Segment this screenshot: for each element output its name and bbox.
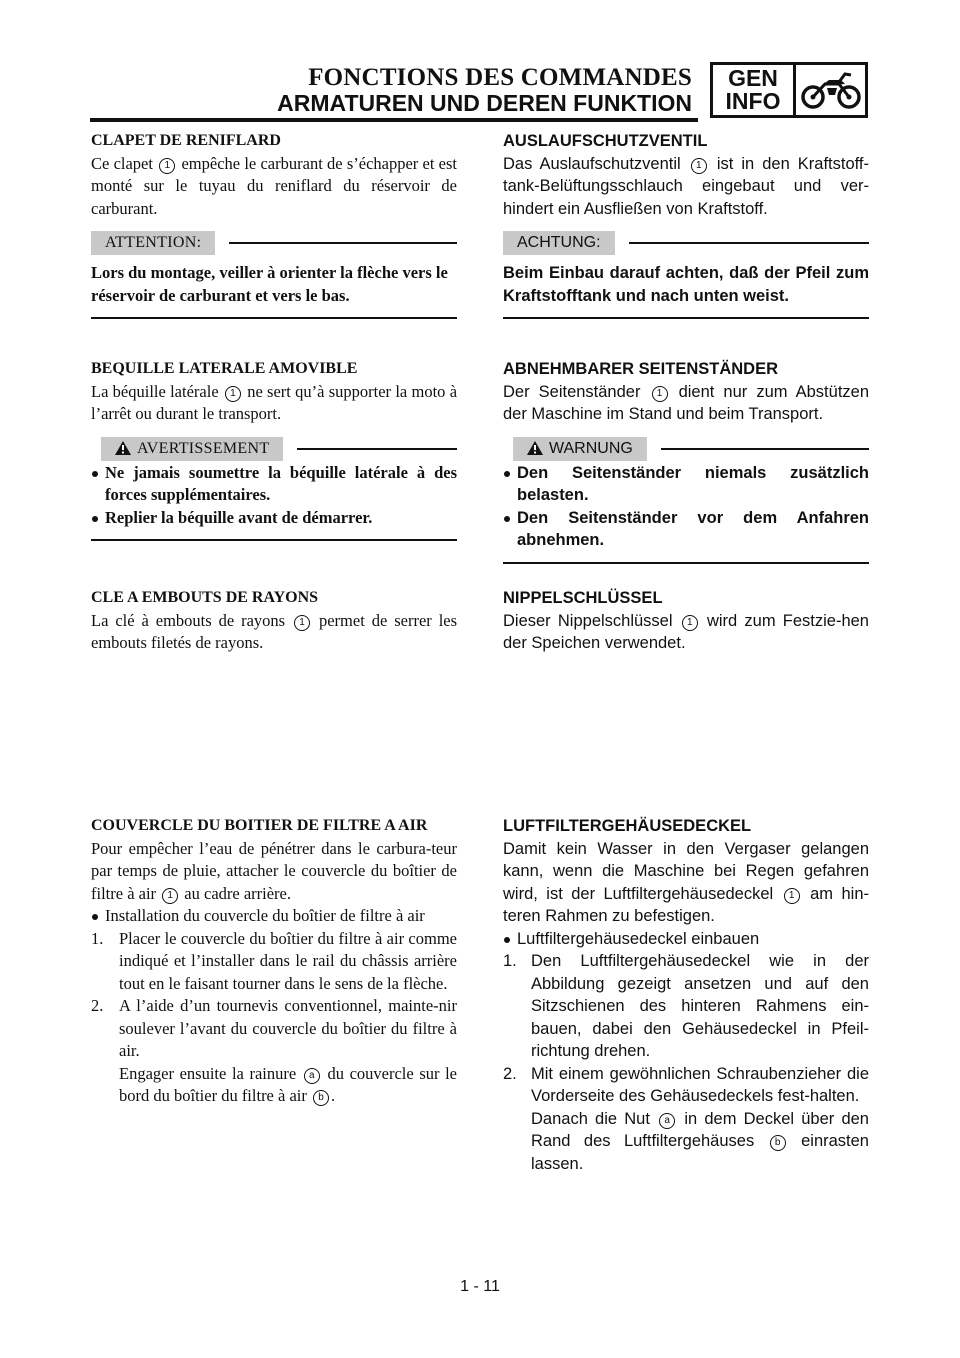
fr-attention-text: Lors du montage, veiller à orienter la flèche vers le réservoir de carburant et vers le bas. xyxy=(91,263,448,305)
fr-couvercle-title: COUVERCLE DU BOITIER DE FILTRE A AIR xyxy=(91,817,428,834)
list-item: Den Seitenständer niemals zusätzlich belasten. xyxy=(503,462,869,507)
de-luft-text: Damit kein Wasser in den Vergaser gelangen kann, wenn die Maschine bei Regen gefahren wird, ist der Luftfiltergehäusedeckel 1 am hin-teren Rahmen zu befestigen. xyxy=(503,839,870,925)
ref-callout: 1 xyxy=(691,158,707,174)
ref-callout: 1 xyxy=(162,888,178,904)
fr-warning-list xyxy=(91,462,457,530)
ref-callout: a xyxy=(659,1113,675,1129)
fr-warning-label: AVERTISSEMENT xyxy=(101,437,283,461)
step-item: 1. Den Luftfiltergehäusedeckel wie in der Abbildung gezeigt ansetzen und auf den Sitzschienen des hinteren Rahmens ein-bauen, dabei den Gehäusedeckel in Pfeil-richtung drehen. xyxy=(503,952,869,1060)
de-seiten-text: Der Seitenständer 1 dient nur zum Abstützen der Maschine im Stand und beim Transport. xyxy=(503,382,870,423)
ref-callout: 1 xyxy=(159,158,175,174)
fr-couvercle-section xyxy=(91,815,457,1108)
de-luft-section xyxy=(503,815,869,1175)
fr-warning-header xyxy=(91,436,457,462)
divider xyxy=(91,539,457,541)
fr-attention-label: ATTENTION: xyxy=(91,231,215,255)
step-item: 1. Placer le couvercle du boîtier du filtre à air comme indiqué et l’installer dans le rail du châssis arrière tout en le faisant tourner dans le sens de la flèche. xyxy=(91,928,457,993)
list-item: Luftfiltergehäusedeckel einbauen xyxy=(503,928,869,951)
divider xyxy=(503,317,869,319)
warning-icon xyxy=(527,441,543,455)
de-luft-steps xyxy=(503,950,869,1108)
de-achtung-text: Beim Einbau darauf achten, daß der Pfeil zum Kraftstofftank und nach unten weist. xyxy=(503,264,869,305)
fr-attention-header xyxy=(91,230,457,256)
de-seiten-title: ABNEHMBARER SEITENSTÄNDER xyxy=(503,360,779,378)
header-rule xyxy=(90,118,698,122)
de-nippel-section xyxy=(503,587,869,655)
header-title-fr: FONCTIONS DES COMMANDES xyxy=(308,64,692,91)
de-warnung-header xyxy=(503,436,869,462)
gen-label: GEN xyxy=(728,65,778,91)
gen-info-text xyxy=(713,65,796,115)
de-luft-title: LUFTFILTERGEHÄUSEDECKEL xyxy=(503,817,752,835)
motorcycle-icon xyxy=(796,65,865,115)
step-item: 2. Mit einem gewöhnlichen Schraubenzieher die Vorderseite des Gehäusedeckels fest-halten. xyxy=(503,1064,869,1105)
list-item: Ne jamais soumettre la béquille latérale à des forces supplémentaires. xyxy=(91,462,457,507)
de-seiten-section xyxy=(503,358,869,564)
de-warnung-list xyxy=(503,462,869,552)
step-item: 2. A l’aide d’un tournevis conventionnel, mainte-nir soulever l’avant du couvercle du boîtier du filtre à air. xyxy=(91,996,457,1060)
gen-info-badge xyxy=(710,62,868,118)
ref-callout: 1 xyxy=(225,386,241,402)
fr-bequille-text: La béquille latérale 1 ne sert qu’à supporter la moto à l’arrêt ou durant le transport. xyxy=(91,381,458,423)
de-auslauf-title: AUSLAUFSCHUTZVENTIL xyxy=(503,132,708,150)
fr-clapet-text: Ce clapet 1 empêche le carburant de s’échapper et est monté sur le tuyau du reniflard du réservoir de carburant. xyxy=(91,153,458,218)
list-item: Den Seitenständer vor dem Anfahren abnehmen. xyxy=(503,507,869,552)
ref-callout: 1 xyxy=(294,615,310,631)
fr-cle-section xyxy=(91,587,457,655)
fr-couvercle-bullet xyxy=(91,905,457,928)
fr-cle-text: La clé à embouts de rayons 1 permet de serrer les embouts filetés de rayons. xyxy=(91,610,458,652)
ref-callout: 1 xyxy=(652,386,668,402)
fr-bequille-section xyxy=(91,358,457,541)
page-number: 1 - 11 xyxy=(460,1278,500,1295)
ref-callout: b xyxy=(313,1090,329,1106)
list-item: Installation du couvercle du boîtier de filtre à air xyxy=(91,905,457,928)
de-luft-step2-continued: Danach die Nut a in dem Deckel über den Rand des Luftfiltergehäuses b einrasten lassen. xyxy=(531,1109,869,1173)
divider xyxy=(503,562,869,564)
divider xyxy=(91,317,457,319)
de-luft-bullet xyxy=(503,928,869,951)
list-item: Replier la béquille avant de démarrer. xyxy=(91,507,457,530)
info-label: INFO xyxy=(725,88,781,114)
de-nippel-text: Dieser Nippelschlüssel 1 wird zum Festzie-hen der Speichen verwendet. xyxy=(503,611,869,652)
fr-clapet-section xyxy=(91,130,457,319)
ref-callout: 1 xyxy=(682,615,698,631)
de-auslauf-text: Das Auslaufschutzventil 1 ist in den Kraftstoff-tank-Belüftungsschlauch eingebaut und ver-hindert ein Ausfließen von Kraftstoff. xyxy=(503,154,870,218)
warning-icon xyxy=(115,441,131,455)
fr-couvercle-steps xyxy=(91,928,457,1063)
fr-couvercle-step2-continued: Engager ensuite la rainure a du couvercle sur le bord du boîtier du filtre à air b . xyxy=(119,1063,458,1105)
de-achtung-label: ACHTUNG: xyxy=(503,231,615,255)
header-title-de: ARMATUREN UND DEREN FUNKTION xyxy=(277,90,692,116)
de-nippel-title: NIPPELSCHLÜSSEL xyxy=(503,589,663,607)
de-auslauf-section xyxy=(503,130,869,319)
de-warnung-label: WARNUNG xyxy=(513,437,647,461)
fr-cle-title: CLE A EMBOUTS DE RAYONS xyxy=(91,589,319,606)
ref-callout: a xyxy=(304,1068,320,1084)
fr-couvercle-text: Pour empêcher l’eau de pénétrer dans le carbura-teur par temps de pluie, attacher le couvercle du boîtier de filtre à air 1 au cadre arrière. xyxy=(91,838,457,903)
ref-callout: b xyxy=(770,1135,786,1151)
ref-callout: 1 xyxy=(784,888,800,904)
de-achtung-header xyxy=(503,230,869,256)
fr-bequille-title: BEQUILLE LATERALE AMOVIBLE xyxy=(91,360,358,377)
fr-clapet-title: CLAPET DE RENIFLARD xyxy=(91,132,281,149)
